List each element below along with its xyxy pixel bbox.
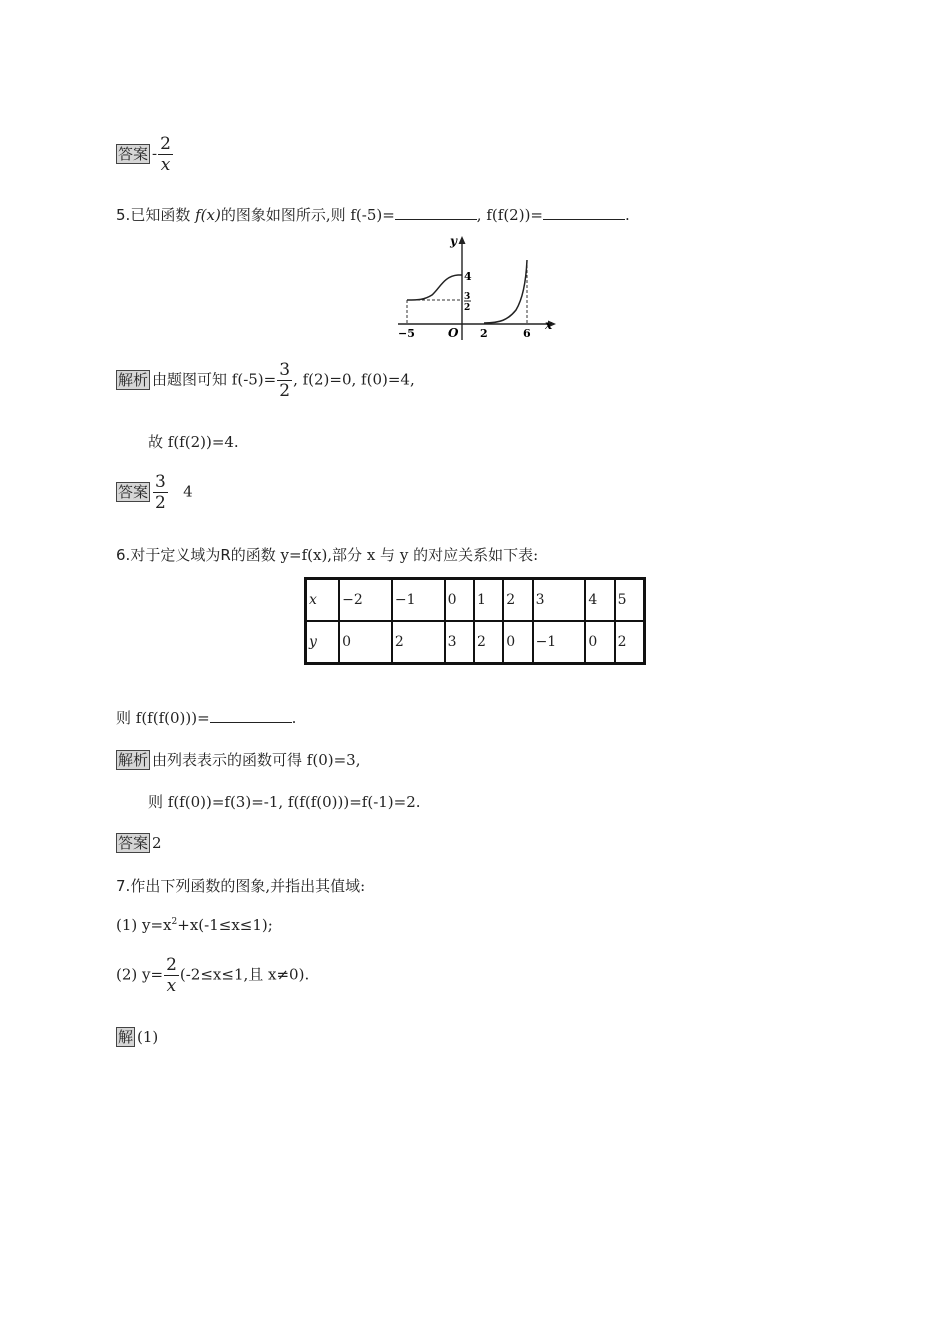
- analysis-q6: 解析 由列表表示的函数可得 f(0)=3,: [118, 751, 361, 769]
- tick-3-over-2-den: 2: [464, 303, 471, 313]
- tick-2: 2: [480, 327, 488, 340]
- tick-4: 4: [464, 270, 472, 283]
- answer-blank: [210, 708, 292, 723]
- question-6: 6.对于定义域为R的函数 y=f(x),部分 x 与 y 的对应关系如下表:: [116, 546, 539, 564]
- table-cell: 2: [615, 621, 645, 664]
- table-row-y: [306, 621, 645, 664]
- question-7-part1: (1) $y=x^2+x(-1\le x\le 1)$;: [116, 916, 273, 934]
- y-label: y: [450, 234, 457, 248]
- tick-minus5: −5: [398, 327, 415, 340]
- answer-q6: 答案 2: [118, 834, 162, 852]
- solution-q7: 解 (1): [118, 1028, 159, 1046]
- curve-right: [484, 260, 527, 323]
- table-cell: 2: [503, 579, 532, 622]
- table-cell: 0: [585, 621, 614, 664]
- answer-q5: 答案 $\frac{3}{2}$ 4: [118, 472, 193, 513]
- table-cell: −1: [392, 579, 445, 622]
- table-cell: 3: [445, 621, 474, 664]
- question-7-part2: (2) y= $\frac{2}{x}$ (-2≤x≤1,且 x≠0).: [116, 955, 310, 996]
- answer-line-q4: 答案 - $\frac{2}{x}$: [118, 134, 171, 175]
- x-label: x: [545, 318, 553, 332]
- fraction: $\frac{2}{x}$: [160, 134, 171, 175]
- table-cell: 1: [474, 579, 503, 622]
- question-6-prompt: 则 f(f(f(0)))= .: [116, 709, 297, 727]
- table-cell: −2: [339, 579, 392, 622]
- curve-left: [407, 275, 462, 300]
- answer-tag: 答案: [118, 144, 149, 163]
- question-5: 5.已知函数 f(x)的图象如图所示,则 f(-5)= , f(f(2))= .: [116, 206, 630, 224]
- table-cell: 0: [503, 621, 532, 664]
- answer-blank: [543, 205, 625, 220]
- tick-6: 6: [523, 327, 531, 340]
- table-cell: 2: [474, 621, 503, 664]
- table-cell: −1: [533, 621, 586, 664]
- table-cell: x: [306, 579, 340, 622]
- y-axis-arrow: [459, 236, 466, 244]
- table-row-x: [306, 579, 645, 622]
- analysis-q5: 解析 由题图可知 f(-5)= $\frac{3}{2}$ , f(2)=0, f(0)=4,: [118, 360, 415, 401]
- answer-blank: [395, 205, 477, 220]
- table-cell: 0: [445, 579, 474, 622]
- table-cell: 0: [339, 621, 392, 664]
- analysis-q6-line2: 则 f(f(0))=f(3)=-1, f(f(f(0)))=f(-1)=2.: [148, 793, 421, 811]
- analysis-q5-line2: 故 f(f(2))=4.: [148, 433, 239, 451]
- table-cell: 5: [615, 579, 645, 622]
- table-cell: y: [306, 621, 340, 664]
- function-graph: [390, 232, 565, 344]
- table-cell: 4: [585, 579, 614, 622]
- question-7: 7.作出下列函数的图象,并指出其值域:: [116, 877, 366, 895]
- table-cell: 2: [392, 621, 445, 664]
- value-table: [304, 577, 646, 665]
- table-cell: 3: [533, 579, 586, 622]
- tick-3-over-2-num: 3: [464, 292, 471, 302]
- origin-label: O: [448, 326, 459, 340]
